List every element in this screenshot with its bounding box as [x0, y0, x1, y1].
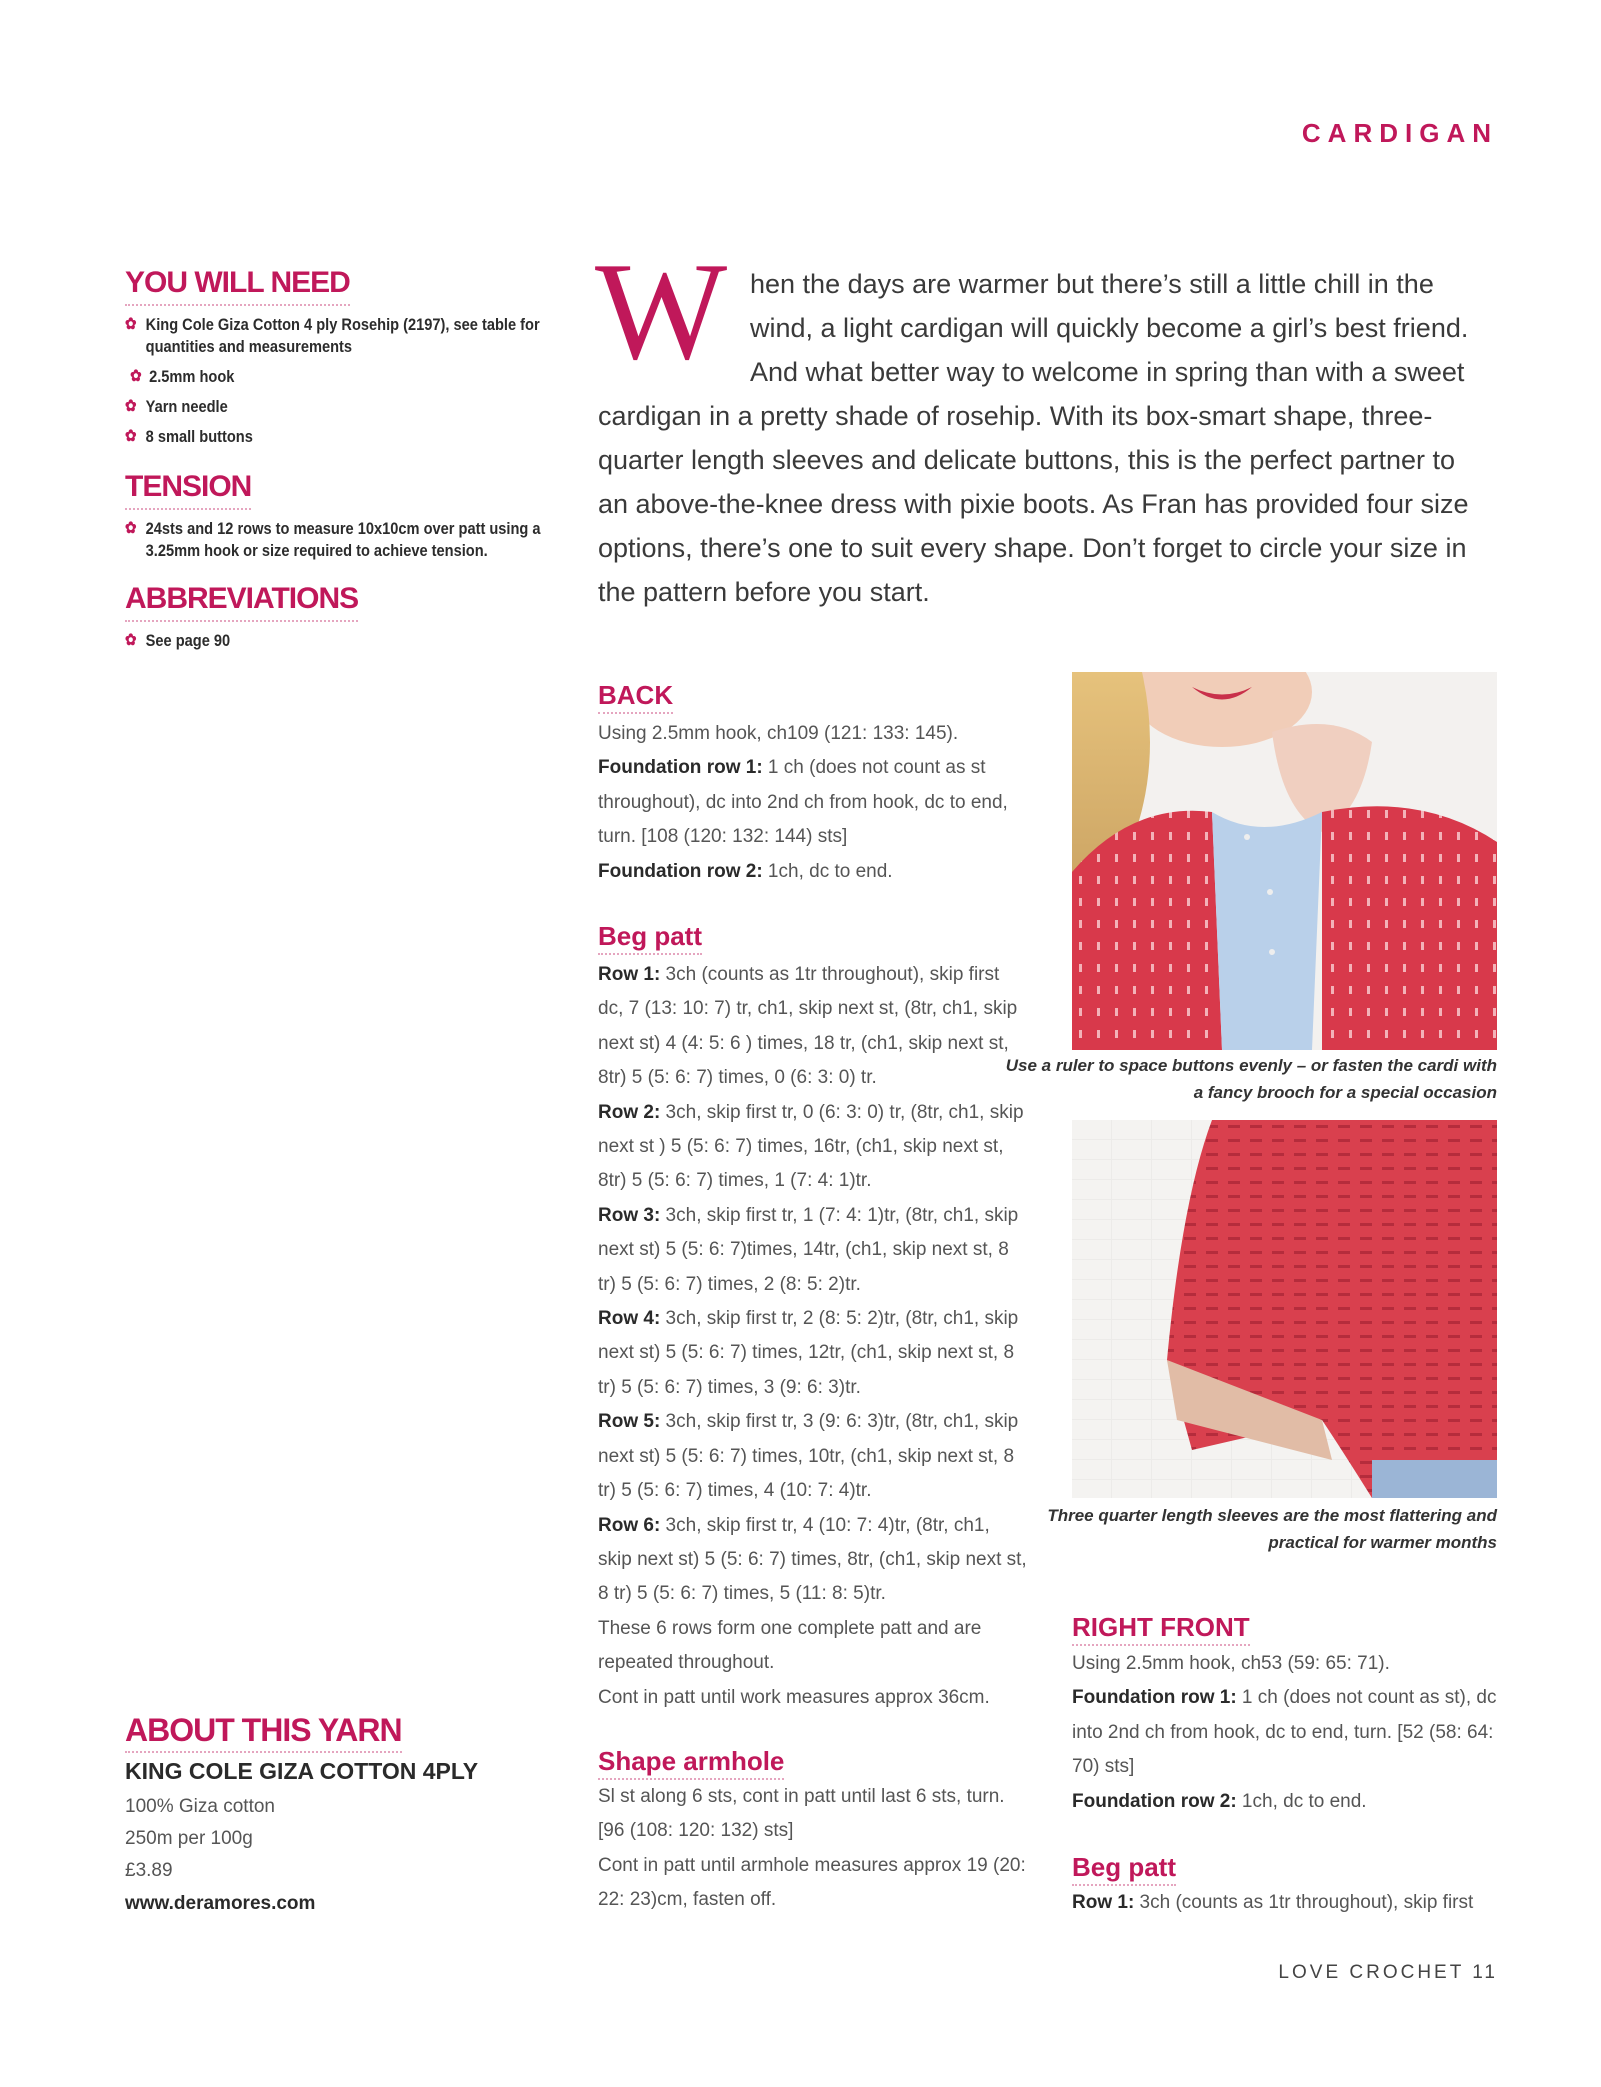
shape-armhole-heading: Shape armhole — [598, 1746, 784, 1780]
you-will-need-heading: YOU WILL NEED — [125, 266, 350, 306]
intro-line: And what better way to welcome in spring than with a sweet — [750, 357, 1465, 387]
yarn-length: 250m per 100g — [125, 1828, 253, 1849]
intro-line: the pattern before you start. — [598, 577, 930, 607]
list-item: ✿ 2.5mm hook — [130, 367, 235, 386]
list-item: ✿ 8 small buttons — [125, 427, 253, 446]
intro-line: wind, a light cardigan will quickly become a girl’s best friend. — [750, 313, 1469, 343]
list-item: ✿ King Cole Giza Cotton 4 ply Rosehip (2197), see table for quantities and measurements — [125, 315, 540, 356]
intro-line: cardigan in a pretty shade of rosehip. With its box-smart shape, three- — [598, 401, 1433, 431]
flower-icon: ✿ — [125, 428, 137, 445]
photo-cardigan-front — [1072, 672, 1497, 1050]
yarn-website-link[interactable]: www.deramores.com — [125, 1893, 316, 1914]
right-front-heading: RIGHT FRONT — [1072, 1612, 1250, 1646]
tension-heading: TENSION — [125, 470, 251, 510]
armhole-text: Sl st along 6 sts, cont in patt until last 6 sts, turn. [96 (108: 120: 132) sts] Cont in patt until armhole measures approx 19 (20: 22: 23)cm, fasten off. — [598, 1786, 1026, 1911]
back-text: Using 2.5mm hook, ch109 (121: 133: 145). Foundation row 1: 1 ch (does not count as st throughout), dc into 2nd ch from hook, dc to end, turn. [108 (120: 132: 144) sts] Foundation row 2: 1ch, dc to end. — [598, 723, 1008, 882]
list-item: ✿ 24sts and 12 rows to measure 10x10cm over patt using a 3.25mm hook or size required to achieve tension. — [125, 519, 541, 560]
beg-patt-text: Row 1: 3ch (counts as 1tr throughout), skip first dc, 7 (13: 10: 7) tr, ch1, skip next st, (8tr, ch1, skip next st) 4 (4: 5: 6 ) times, 18 tr, (ch1, skip next st, 8tr) 5 (5: 6: 7) times, 0 (6: 3: 0) tr. Row 2: 3ch, skip first tr, 0 (6: 3: 0) tr, (8tr, ch1, skip next st ) 5 (5: 6: 7) times, 16tr, (ch1, skip next st, 8tr) 5 (5: 6: 7) times, 1 (7: 4: 1)tr. Row 3: 3ch, skip first tr, 1 (7: 4: 1)tr, (8tr, ch1, skip next st) 5 (5: 6: 7)times, 14tr, (ch1, skip next st, 8 tr) 5 (5: 6: 7) times, 2 (8: 5: 2)tr. Row 4: 3ch, skip first tr, 2 (8: 5: 2)tr, (8tr, ch1, skip next st) 5 (5: 6: 7) times, 12tr, (ch1, skip next st, 8 tr) 5 (5: 6: 7) times, 3 (9: 6: 3)tr. Row 5: 3ch, skip first tr, 3 (9: 6: 3)tr, (8tr, ch1, skip next st) 5 (5: 6: 7) times, 10tr, (ch1, skip next st, 8 tr) 5 (5: 6: 7) times, 4 (10: 7: 4)tr. Row 6: 3ch, skip first tr, 4 (10: 7: 4)tr, (8tr, ch1, skip next st) 5 (5: 6: 7) times, 8tr, (ch1, skip next st, 8 tr) 5 (5: 6: 7) times, 5 (11: 8: 5)tr. These 6 rows form one complete patt and are repeated throughout. Cont in patt until work measures approx 36cm. — [598, 964, 1027, 1708]
about-yarn-heading: ABOUT THIS YARN — [125, 1712, 402, 1753]
photo-caption: Use a ruler to space buttons evenly – or fasten the cardi with a fancy brooch for a special occasion — [1005, 1056, 1497, 1102]
intro-line: options, there’s one to suit every shape. Don’t forget to circle your size in — [598, 533, 1467, 563]
cardigan-sleeve-illustration — [1072, 1120, 1497, 1498]
flower-icon: ✿ — [125, 520, 137, 537]
drop-cap: W — [595, 234, 728, 389]
yarn-name: KING COLE GIZA COTTON 4PLY — [125, 1758, 479, 1784]
intro-line: quarter length sleeves and delicate buttons, this is the perfect partner to — [598, 445, 1456, 475]
flower-icon: ✿ — [125, 398, 137, 415]
list-item: ✿ See page 90 — [125, 631, 231, 650]
abbreviations-list — [125, 630, 555, 652]
yarn-price: £3.89 — [125, 1860, 173, 1881]
right-front-beg-patt-heading: Beg patt — [1072, 1852, 1176, 1886]
section-title: CARDIGAN — [1301, 118, 1498, 148]
flower-icon: ✿ — [125, 316, 137, 333]
photo-cardigan-sleeve — [1072, 1120, 1497, 1498]
back-heading: BACK — [598, 680, 673, 714]
intro-line: hen the days are warmer but there’s still a little chill in the — [750, 269, 1434, 299]
intro-line: an above-the-knee dress with pixie boots. As Fran has provided four size — [598, 489, 1469, 519]
page-footer: LOVE CROCHET 11 — [1278, 1962, 1498, 1983]
list-item: ✿ Yarn needle — [125, 397, 228, 416]
yarn-fibre: 100% Giza cotton — [125, 1796, 275, 1817]
sidebar — [125, 266, 555, 660]
flower-icon: ✿ — [130, 368, 142, 385]
flower-icon: ✿ — [125, 632, 137, 649]
cardigan-front-illustration — [1072, 672, 1497, 1050]
you-will-need-list — [125, 314, 555, 448]
abbreviations-heading: ABBREVIATIONS — [125, 582, 358, 622]
beg-patt-heading: Beg patt — [598, 921, 702, 955]
right-front-text: Using 2.5mm hook, ch53 (59: 65: 71). Foundation row 1: 1 ch (does not count as st), dc into 2nd ch from hook, dc to end, turn. [52 (58: 64: 70) sts] Foundation row 2: 1ch, dc to end. — [1072, 1653, 1497, 1812]
tension-list — [125, 518, 555, 562]
photo-caption: Three quarter length sleeves are the most flattering and practical for warmer months — [1047, 1506, 1497, 1552]
right-front-row-text: Row 1: 3ch (counts as 1tr throughout), skip first — [1072, 1892, 1474, 1913]
